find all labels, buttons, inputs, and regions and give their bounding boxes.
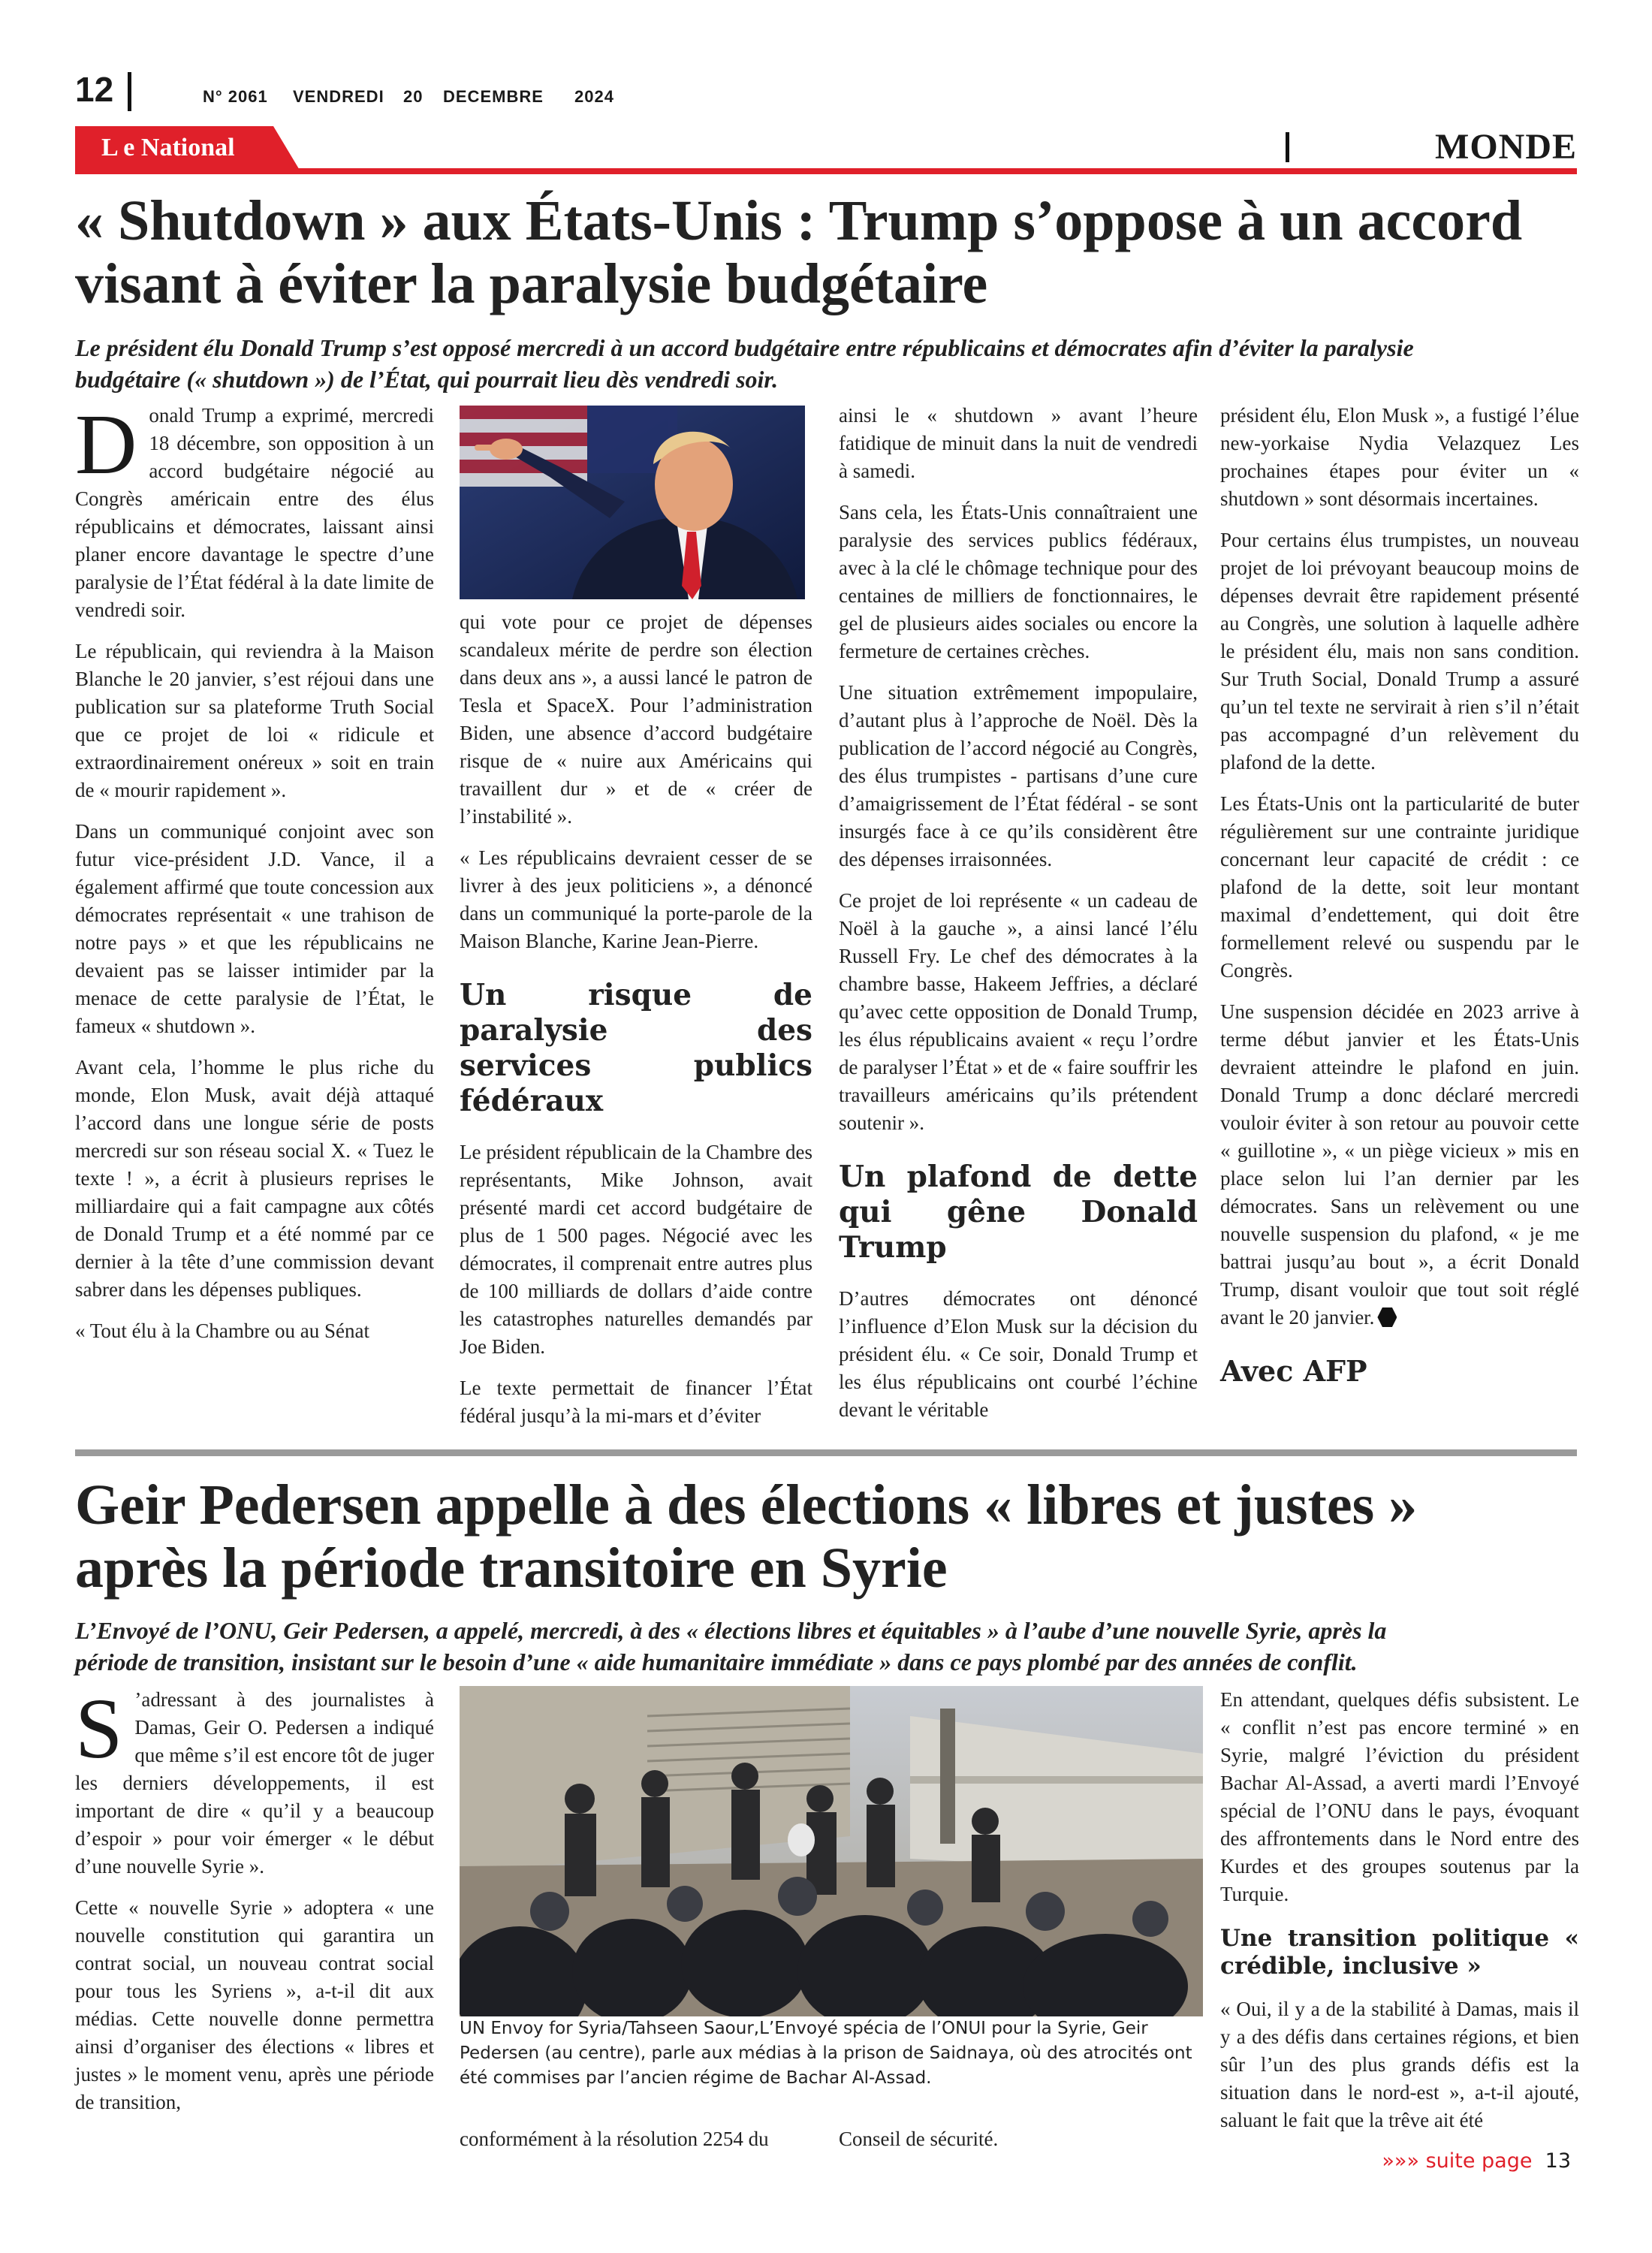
article-separator (75, 1449, 1577, 1456)
dropcap: D (75, 397, 137, 492)
article2-title-line1: Geir Pedersen appelle à des élections « libres et justes » (75, 1473, 1418, 1537)
header-rule (75, 168, 1577, 174)
article1-byline: Avec AFP (1220, 1354, 1367, 1388)
issue-number: N° 2061 (203, 87, 268, 106)
end-of-article-icon (1377, 1307, 1397, 1327)
brand-name: L e National (101, 134, 235, 161)
article1-column-4: président élu, Elon Musk », a fustigé l’élue new-yorkaise Nydia Velazquez Les prochaines étapes pour éviter un « shutdown » sont désormais incertaines. Pour certains élus trumpistes, un nouveau projet de loi prévoyant beaucoup moins de dépenses devrait être rapidement présenté au Congrès, une solution à laquelle adhère le président élu, mais non sans condition. Sur Truth Social, Donald Trump a assuré qu’un tel texte ne servirait à rien s’il n’était pas accompagné d’un relèvement du plafond de la dette. Les États-Unis ont la particularité de buter régulièrement sur une contrainte juridique concernant leur capacité de crédit : ce plafond de la dette, soit leur montant maximal d’endettement, qui doit être formellement relevé ou suspendu par le Congrès. Une suspension décidée en 2023 arrive à terme début janvier et les États-Unis devraient atteindre le plafond en juin. Donald Trump a donc déclaré mercredi vouloir éviter à son retour au pouvoir cette « guillotine », « un piège vicieux » mis en place selon lui l’an dernier par les démocrates. Sans un relèvement ou une nouvelle suspension du plafond, « je me battrai jusqu’au bout », a écrit Donald Trump, disant vouloir que tout soit réglé avant le 20 janvier. Avec AFP (1220, 404, 1579, 1388)
trump-photo (460, 406, 805, 599)
article1-column-2: qui vote pour ce projet de dépenses scandaleux mérite de perdre son élection dans deux ans », a aussi lancé le patron de Tesla et SpaceX. Pour l’administration Biden, une absence d’accord budgétaire risque de « nuire aux Américains qui travaillent dur » et de « créer de l’instabilité ». « Les républicains devraient cesser de se livrer à des jeux politiciens », a dénoncé dans un communiqué la porte-parole de la Maison Blanche, Karine Jean-Pierre. Un risque de paralysie des services publics fédéraux Le président républicain de la Chambre des représentants, Mike Johnson, avait présenté mardi cet accord budgétaire de plus de 1 500 pages. Négocié avec les démocrates, il comprenait entre autres plus de 100 milliards de dollars d’aide contre les catastrophes naturelles demandés par Joe Biden. Le texte permettait de financer l’État fédéral jusqu’à la mi-mars et d’éviter (460, 611, 812, 1427)
pedersen-press-photo (460, 1686, 1203, 2016)
article1-standfirst: Le président élu Donald Trump s’est opposé mercredi à un accord budgétaire entre républicains et démocrates afin d’éviter la paralysie budgétaire (« shutdown ») de l’État, qui pourrait lieu dès vendredi soir. (75, 334, 1414, 393)
continuation-page: 13 (1545, 2149, 1571, 2173)
article2-subhead: Une transition politique « crédible, inclusive » (1220, 1925, 1579, 1980)
section-rubric: MONDE (1435, 127, 1577, 167)
article1-headline (75, 189, 1577, 315)
rubric-divider (1286, 132, 1289, 162)
issue-month: DECEMBRE (443, 87, 544, 106)
article1-column-1: Donald Trump a exprimé, mercredi 18 décembre, son opposition à un accord budgétaire négocié au Congrès américain entre des élus républicains et démocrates, laissant ainsi planer encore davantage le spectre d’une paralysie de l’État fédéral à la date limite de vendredi soir. Le républicain, qui reviendra à la Maison Blanche le 20 janvier, s’est réjoui dans une publication sur sa plateforme Truth Social que ce projet de loi « ridicule et extraordinairement onéreux » soit en train de « mourir rapidement ». Dans un communiqué conjoint avec son futur vice-président J.D. Vance, il a également affirmé que toute concession aux démocrates représentait « une trahison de notre pays » et que les républicains ne devaient pas se laisser intimider par la menace de cette paralysie de l’État, le fameux « shutdown ». Avant cela, l’homme le plus riche du monde, Elon Musk, avait déjà attaqué l’accord dans une longue série de posts mercredi sur son réseau social X. « Tuez le texte ! », a écrit à plusieurs reprises le milliardaire qui a fait campagne aux côtés de Donald Trump et a été nommé par ce dernier à la tête d’une commission devant sabrer dans les dépenses publiques. « Tout élu à la Chambre ou au Sénat (75, 397, 434, 1342)
page-number-divider (128, 72, 131, 111)
photo-caption: UN Envoy for Syria/Tahseen Saour,L’Envoyé spécia de l’ONUI pour la Syrie, Geir Pedersen (au centre), parle aux médias à la prison de Saidnaya, où des atrocités ont été commises par l’ancien régime de Bachar Al-Assad. (460, 2019, 1192, 2088)
article1-subhead-2: Un plafond de dette qui gêne Donald Trump (839, 1160, 1198, 1265)
article2-standfirst: L’Envoyé de l’ONU, Geir Pedersen, a appelé, mercredi, à des « élections libres et équitables » à l’aube d’une nouvelle Syrie, après la période de transition, insistant sur le besoin d’une « aide humanitaire immédiate » dans ce pays plombé par des années de conflit. (75, 1617, 1387, 1675)
article2-headline (75, 1473, 1577, 1600)
page-number: 12 (75, 70, 114, 109)
issue-day: VENDREDI (293, 87, 384, 106)
issue-date-day: 20 (403, 87, 424, 106)
article2-column-3: Conseil de sécurité. (839, 2128, 999, 2150)
article2-column-1: S ’adressant à des journalistes à Damas, Geir O. Pedersen a indiqué que même s’il est encore tôt de juger les derniers développements, il est important de dire « qu’il y a beaucoup d’espoir » pour voir émerger « le début d’une nouvelle Syrie ». Cette « nouvelle Syrie » adoptera « une nouvelle constitution qui garantira un contrat social, un nouveau contrat social pour tous les Syriens », a-t-il dit aux médias. Cette nouvelle donne permettra ainsi d’organiser des élections « libres et justes » le moment venu, après une période de transition, (75, 1681, 434, 2113)
article1-title-line2: visant à éviter la paralysie budgétaire (75, 252, 988, 315)
article1-subhead-1: Un risque de paralysie des services publics fédéraux (460, 978, 812, 1118)
article2-title-line2: après la période transitoire en Syrie (75, 1537, 948, 1600)
article1-title-line1: « Shutdown » aux États-Unis : Trump s’oppose à un accord (75, 189, 1523, 252)
continuation-label: suite page (1425, 2149, 1533, 2173)
issue-year: 2024 (574, 87, 614, 106)
article2-column-4: En attendant, quelques défis subsistent. Le « conflit n’est pas encore terminé » en Syrie, malgré l’éviction du président Bachar Al-Assad, a averti mardi l’Envoyé spécial de l’ONU dans le pays, évoquant des affrontements dans le Nord entre des Kurdes et des groupes soutenus par la Turquie. Une transition politique « crédible, inclusive » « Oui, il y a de la stabilité à Damas, mais il y a des défis dans certaines régions, et bien sûr l’un des plus grands défis est la situation dans le nord-est », a-t-il ajouté, saluant le fait que la trêve ait été (1220, 1688, 1579, 2131)
article1-column-3: ainsi le « shutdown » avant l’heure fatidique de minuit dans la nuit de vendredi à samedi. Sans cela, les États-Unis connaîtraient une paralysie des services publics fédéraux, avec à la clé le chômage technique pour des centaines de milliers de fonctionnaires, le gel de plusieurs aides sociales ou encore la fermeture de certaines crèches. Une situation extrêmement impopulaire, d’autant plus à l’approche de Noël. Dès la publication de l’accord négocié au Congrès, des élus trumpistes - partisans d’une cure d’amaigrissement de l’État fédéral - se sont insurgés face à ce qu’ils considèrent être des dépenses irraisonnées. Ce projet de loi représente « un cadeau de Noël à la gauche », a ainsi lancé l’élu Russell Fry. Le chef des démocrates à la chambre basse, Hakeem Jeffries, a déclaré qu’avec cette opposition de Donald Trump, les élus républicains avaient « reçu l’ordre de paralyser l’État » et de « faire souffrir les travailleurs américains qu’ils prétendent soutenir ». Un plafond de dette qui gêne Donald Trump D’autres démocrates ont dénoncé l’influence d’Elon Musk sur la décision du président élu. « Ce soir, Donald Trump et les élus républicains ont courbé l’échine devant le véritable (839, 404, 1198, 1421)
dropcap: S (75, 1681, 123, 1776)
continuation-note (1382, 2149, 1571, 2173)
article2-column-2: conformément à la résolution 2254 du (460, 2128, 769, 2150)
continuation-arrows: »»» (1382, 2149, 1419, 2173)
